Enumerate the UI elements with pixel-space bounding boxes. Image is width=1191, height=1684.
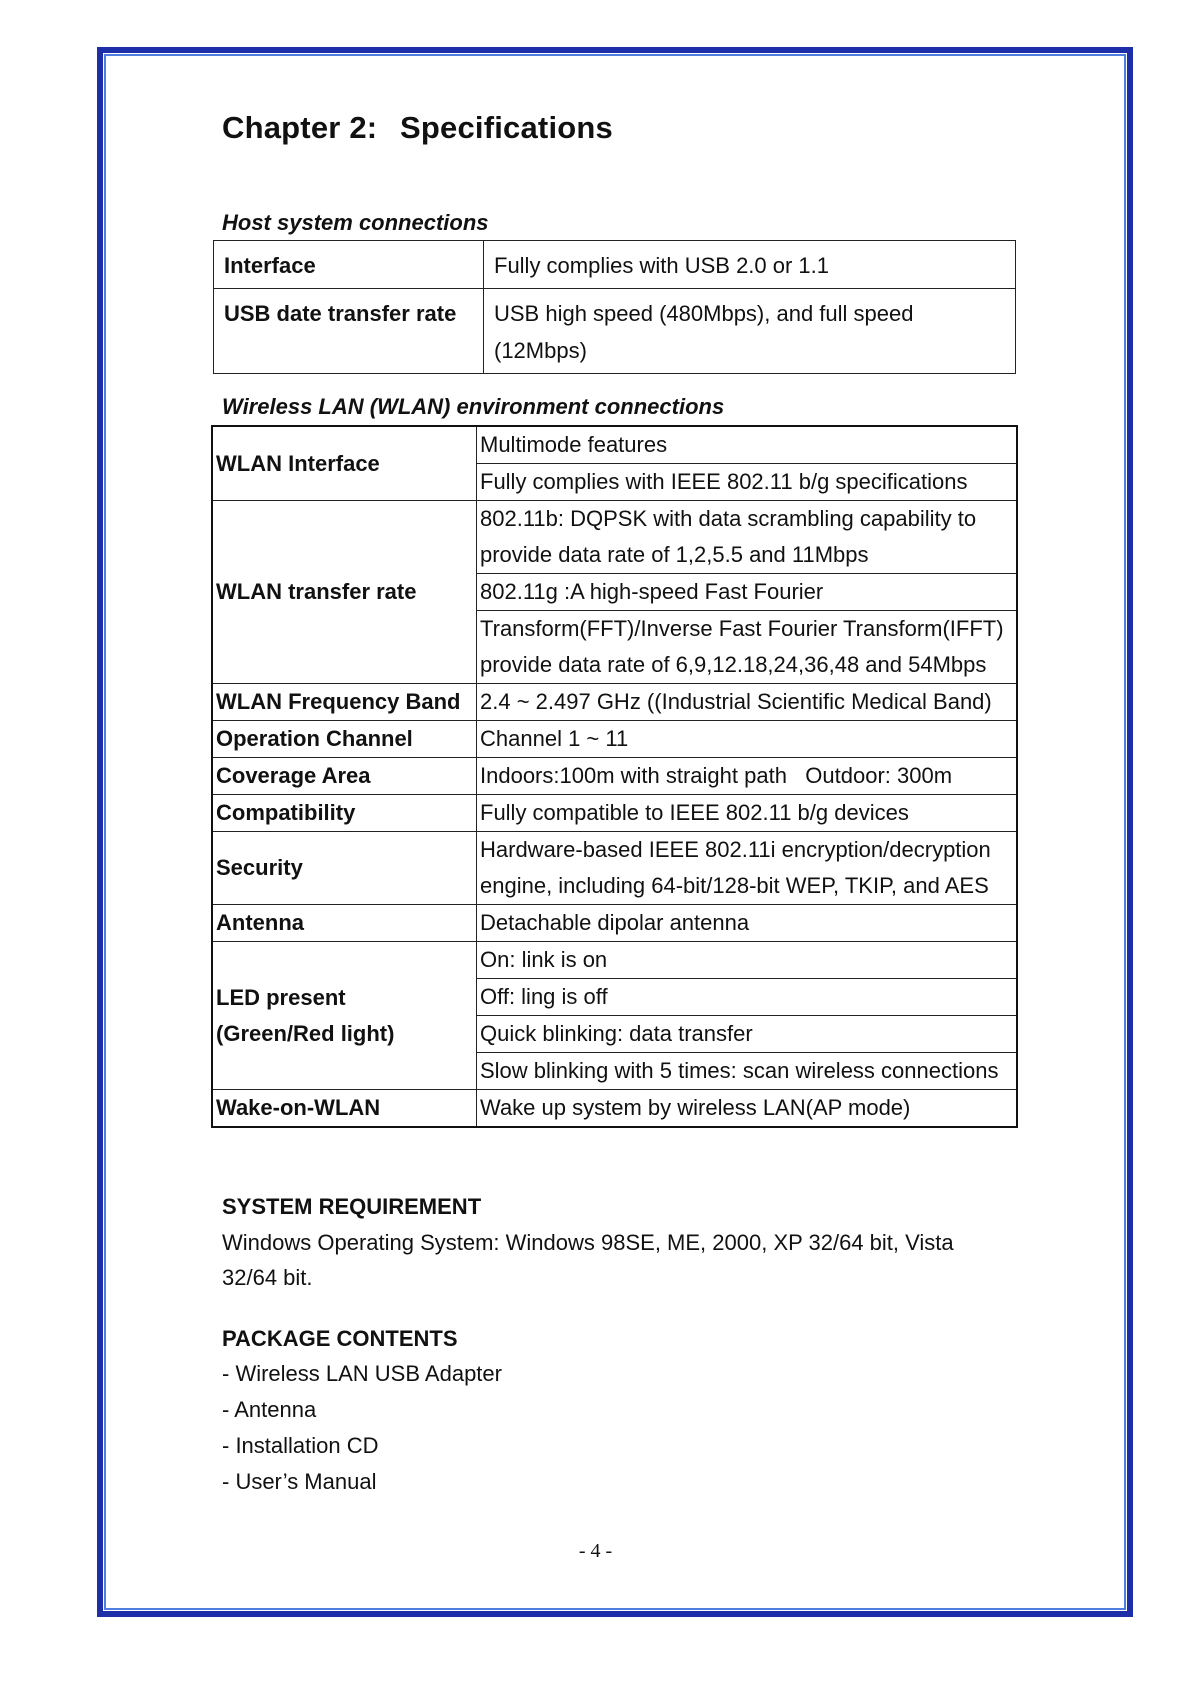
table-row xyxy=(212,721,1017,758)
spec-value: Fully complies with USB 2.0 or 1.1 xyxy=(484,241,1016,289)
spec-key xyxy=(212,942,477,1090)
table-row xyxy=(214,289,1016,374)
wlan-section-title: Wireless LAN (WLAN) environment connections xyxy=(222,394,725,419)
spec-value: Detachable dipolar antenna xyxy=(477,905,1018,942)
table-row xyxy=(212,905,1017,942)
spec-value: Slow blinking with 5 times: scan wireless connections xyxy=(477,1053,1018,1090)
list-item: - Antenna xyxy=(222,1397,317,1422)
spec-key-line: LED present xyxy=(216,984,346,1010)
list-item: - User’s Manual xyxy=(222,1469,377,1494)
spec-value: On: link is on xyxy=(477,942,1018,979)
host-spec-table xyxy=(213,240,1016,374)
system-requirement-title: SYSTEM REQUIREMENT xyxy=(222,1194,482,1219)
table-row xyxy=(212,942,1017,979)
spec-key: WLAN Frequency Band xyxy=(212,684,477,721)
spec-value: Off: ling is off xyxy=(477,979,1018,1016)
page-content xyxy=(222,110,1022,146)
list-item: - Installation CD xyxy=(222,1433,379,1458)
spec-key: Security xyxy=(212,832,477,905)
spec-value: 802.11b: DQPSK with data scrambling capability to provide data rate of 1,2,5.5 and 11Mbps xyxy=(477,501,1018,574)
table-row xyxy=(212,758,1017,795)
spec-value: USB high speed (480Mbps), and full speed (12Mbps) xyxy=(484,289,1016,374)
spec-value-line: Transform(FFT)/Inverse Fast Fourier Transform(IFFT) xyxy=(480,616,1004,641)
spec-key: Interface xyxy=(214,241,484,289)
spec-value-line: provide data rate of 6,9,12.18,24,36,48 and 54Mbps xyxy=(480,652,987,677)
spec-value: Fully complies with IEEE 802.11 b/g specifications xyxy=(477,464,1018,501)
table-row xyxy=(212,684,1017,721)
table-row xyxy=(212,1090,1017,1128)
spec-key: WLAN Interface xyxy=(212,426,477,501)
spec-key: Wake-on-WLAN xyxy=(212,1090,477,1128)
chapter-title: Specifications xyxy=(400,110,613,145)
spec-key: Antenna xyxy=(212,905,477,942)
system-requirement-text: Windows Operating System: Windows 98SE, ME, 2000, XP 32/64 bit, Vista 32/64 bit. xyxy=(222,1230,954,1290)
spec-key: Coverage Area xyxy=(212,758,477,795)
spec-key: USB date transfer rate xyxy=(214,289,484,374)
spec-key-line: (Green/Red light) xyxy=(216,1020,395,1046)
spec-key: WLAN transfer rate xyxy=(212,501,477,684)
table-row xyxy=(212,795,1017,832)
chapter-heading xyxy=(222,110,1022,146)
spec-value xyxy=(477,611,1018,684)
spec-value: Wake up system by wireless LAN(AP mode) xyxy=(477,1090,1018,1128)
spec-value: Quick blinking: data transfer xyxy=(477,1016,1018,1053)
page-number: - 4 - xyxy=(578,1540,613,1562)
table-row xyxy=(212,832,1017,905)
chapter-number: Chapter 2: xyxy=(222,110,378,145)
spec-key: Compatibility xyxy=(212,795,477,832)
table-row xyxy=(212,501,1017,574)
spec-value: Hardware-based IEEE 802.11i encryption/decryption engine, including 64-bit/128-bit WEP, TKIP, and AES xyxy=(477,832,1018,905)
list-item: - Wireless LAN USB Adapter xyxy=(222,1361,502,1386)
host-section-title: Host system connections xyxy=(222,210,489,235)
spec-value: 802.11g :A high-speed Fast Fourier xyxy=(477,574,1018,611)
spec-value: Multimode features xyxy=(477,426,1018,464)
spec-value: Indoors:100m with straight path Outdoor: 300m xyxy=(477,758,1018,795)
wlan-spec-table xyxy=(211,425,1018,1128)
package-contents-list xyxy=(222,1356,502,1500)
table-row xyxy=(214,241,1016,289)
spec-key: Operation Channel xyxy=(212,721,477,758)
spec-value: Channel 1 ~ 11 xyxy=(477,721,1018,758)
spec-value: Fully compatible to IEEE 802.11 b/g devices xyxy=(477,795,1018,832)
spec-value: 2.4 ~ 2.497 GHz ((Industrial Scientific Medical Band) xyxy=(477,684,1018,721)
table-row xyxy=(212,426,1017,464)
package-contents-title: PACKAGE CONTENTS xyxy=(222,1326,458,1351)
